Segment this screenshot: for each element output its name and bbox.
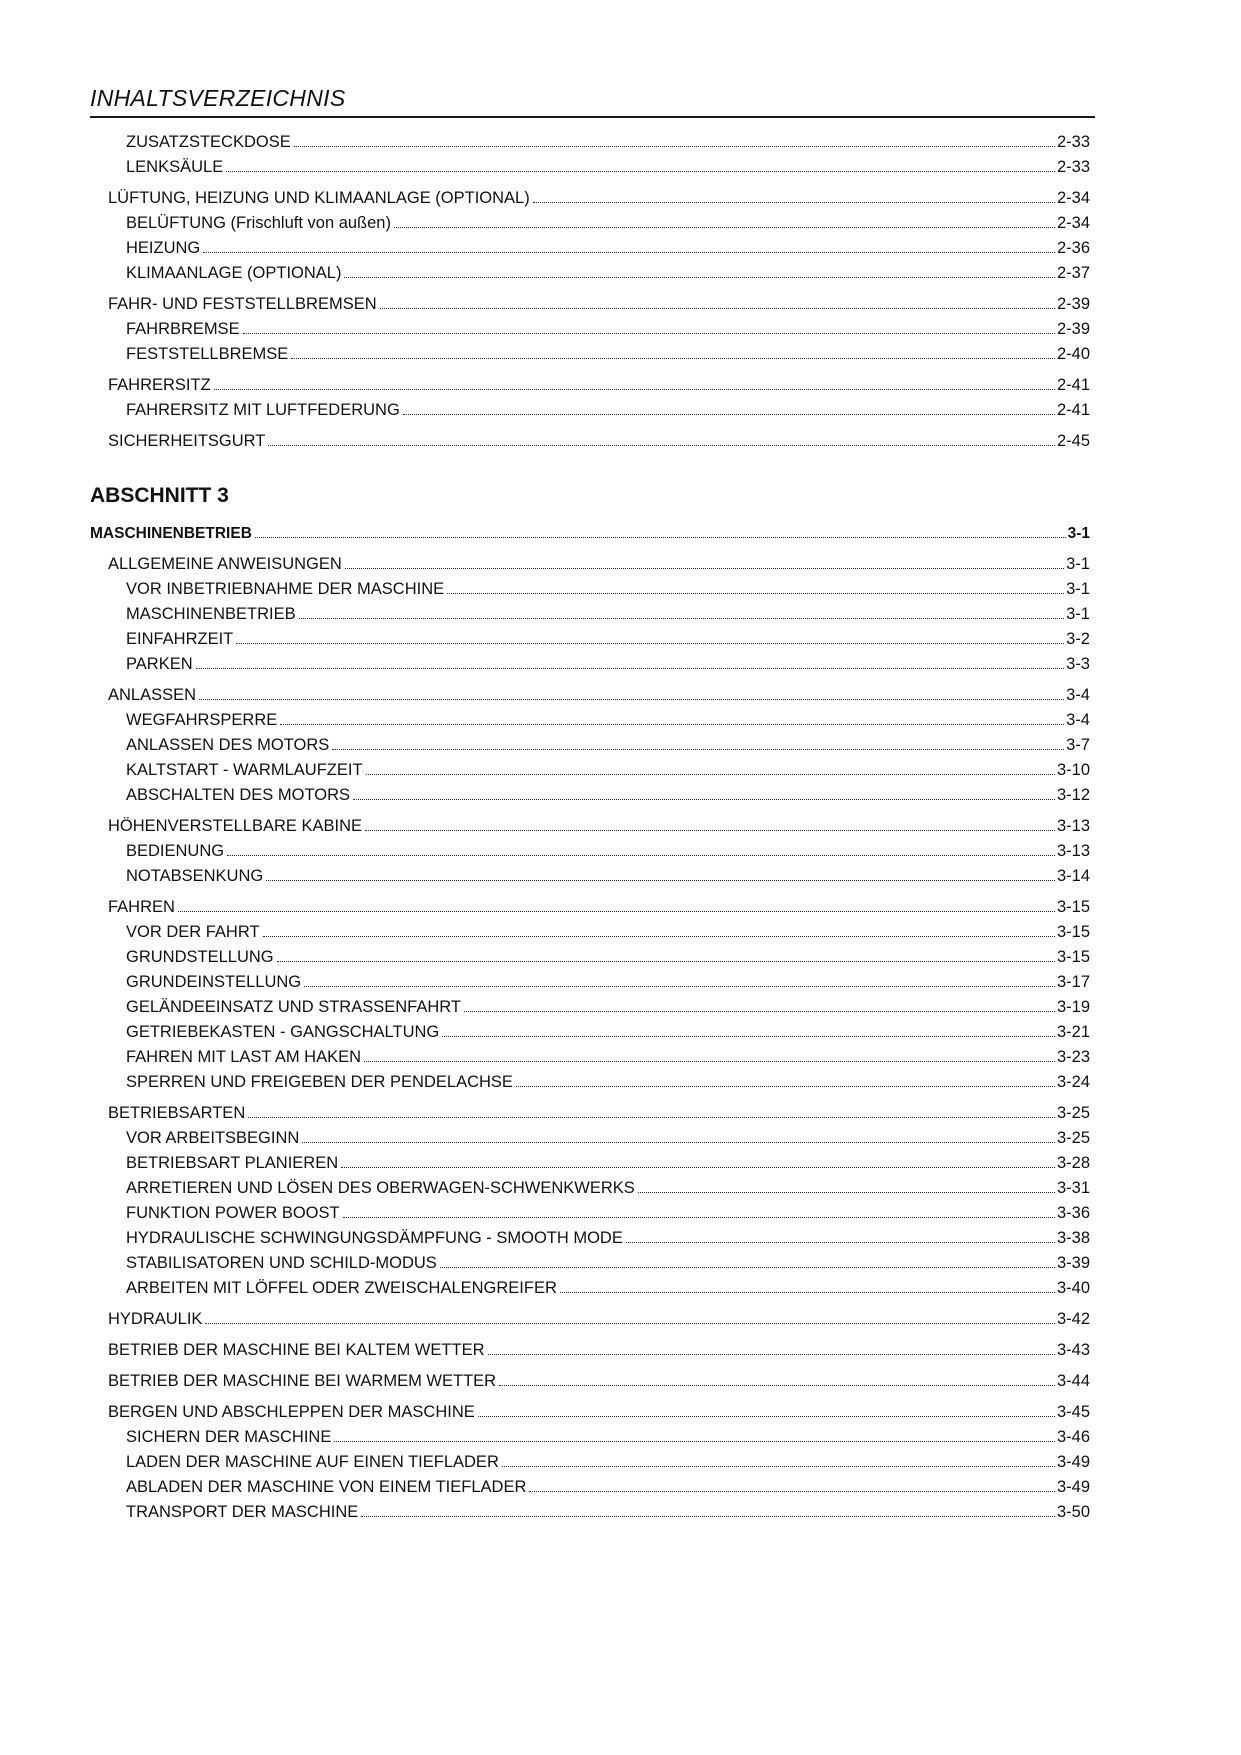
toc-entry-label: BETRIEBSARTEN [108,1104,246,1122]
toc-entry-label: FAHREN MIT LAST AM HAKEN [126,1048,362,1066]
toc-entry-page: 3-7 [1066,736,1090,754]
toc-entry-label: BETRIEBSART PLANIEREN [126,1154,339,1172]
toc-entry[interactable] [90,1070,1090,1095]
toc-entry[interactable] [90,236,1090,261]
toc-entry-page: 3-44 [1056,1372,1090,1390]
toc-entry[interactable] [90,627,1090,652]
toc-entry[interactable] [90,652,1090,677]
toc-entry[interactable] [90,155,1090,180]
toc-entry-page: 3-19 [1056,998,1090,1016]
toc-entry-label: BETRIEB DER MASCHINE BEI KALTEM WETTER [108,1341,485,1359]
toc-entry-label: LADEN DER MASCHINE AUF EINEN TIEFLADER [126,1453,499,1471]
toc-entry-label: ZUSATZSTECKDOSE [126,133,291,151]
toc-entry-page: 3-38 [1056,1229,1090,1247]
toc-entry[interactable] [90,1475,1090,1500]
toc-entry[interactable] [90,1201,1090,1226]
toc-entry[interactable] [90,1151,1090,1176]
toc-entry-label: FAHREN [108,898,175,916]
toc-entry-label: HÖHENVERSTELLBARE KABINE [108,817,362,835]
toc-dot-leader [203,252,1055,253]
toc-dot-leader [226,171,1055,172]
toc-entry-page: 3-13 [1056,842,1090,860]
toc-entry-label: ABLADEN DER MASCHINE VON EINEM TIEFLADER [126,1478,527,1496]
toc-entry-label: ANLASSEN DES MOTORS [126,736,330,754]
toc-dot-leader [394,227,1055,228]
section-heading: ABSCHNITT 3 [90,484,229,507]
toc-entry-page: 3-13 [1056,817,1090,835]
toc-entry-label: EINFAHRZEIT [126,630,234,648]
toc-dot-leader [447,593,1064,594]
toc-entry[interactable] [90,1500,1090,1525]
toc-entry-page: 3-50 [1056,1503,1090,1521]
toc-entry-label: ARBEITEN MIT LÖFFEL ODER ZWEISCHALENGREIFER [126,1279,557,1297]
toc-entry-label: VOR INBETRIEBNAHME DER MASCHINE [126,580,445,598]
toc-entry-page: 3-39 [1056,1254,1090,1272]
toc-entry-label: SICHERHEITSGURT [108,432,266,450]
toc-dot-leader [353,799,1055,800]
toc-entry-page: 3-31 [1056,1179,1090,1197]
toc-entry-label: GRUNDEINSTELLUNG [126,973,302,991]
toc-dot-leader [529,1491,1055,1492]
toc-entry-page: 3-4 [1066,711,1090,729]
toc-dot-leader [227,855,1055,856]
toc-entry[interactable] [90,945,1090,970]
toc-entry-label: ALLGEMEINE ANWEISUNGEN [108,555,342,573]
toc-entry-label: FAHRERSITZ MIT LUFTFEDERUNG [126,401,400,419]
toc-dot-leader [533,202,1055,203]
toc-dot-leader [341,1167,1055,1168]
toc-entry[interactable] [90,317,1090,342]
toc-entry-label: TRANSPORT DER MASCHINE [126,1503,359,1521]
toc-entry-page: 2-34 [1056,214,1090,232]
toc-dot-leader [345,568,1064,569]
toc-entry-label: SICHERN DER MASCHINE [126,1428,332,1446]
toc-entry[interactable] [90,1307,1090,1332]
toc-dot-leader [178,911,1055,912]
toc-entry[interactable] [90,920,1090,945]
toc-dot-leader [403,414,1055,415]
toc-dot-leader [302,1142,1055,1143]
toc-entry-page: 3-40 [1056,1279,1090,1297]
toc-entry-page: 2-41 [1056,376,1090,394]
toc-entry[interactable] [90,211,1090,236]
toc-entry-label: LENKSÄULE [126,158,224,176]
toc-entry[interactable] [90,864,1090,889]
toc-dot-leader [199,699,1064,700]
toc-entry-page: 3-28 [1056,1154,1090,1172]
toc-entry[interactable] [90,1176,1090,1201]
toc-entry-page: 2-33 [1056,158,1090,176]
toc-entry-label: KALTSTART - WARMLAUFZEIT [126,761,363,779]
toc-dot-leader [361,1516,1055,1517]
toc-entry-page: 3-15 [1056,923,1090,941]
toc-dot-leader [268,445,1055,446]
toc-entry-label: SPERREN UND FREIGEBEN DER PENDELACHSE [126,1073,513,1091]
toc-dot-leader [488,1354,1055,1355]
toc-dot-leader [263,936,1055,937]
toc-entry-label: FESTSTELLBREMSE [126,345,289,363]
toc-dot-leader [291,358,1055,359]
toc-entry-label: WEGFAHRSPERRE [126,711,278,729]
toc-entry[interactable] [90,1450,1090,1475]
toc-entry[interactable] [90,521,1090,546]
toc-entry[interactable] [90,814,1090,839]
toc-dot-leader [499,1385,1055,1386]
toc-entry-page: 3-12 [1056,786,1090,804]
toc-dot-leader [334,1441,1055,1442]
toc-entry-label: KLIMAANLAGE (OPTIONAL) [126,264,342,282]
toc-entry[interactable] [90,1400,1090,1425]
toc-entry[interactable] [90,602,1090,627]
toc-entry[interactable] [90,429,1090,454]
toc-entry[interactable] [90,1276,1090,1301]
toc-entry[interactable] [90,733,1090,758]
toc-entry[interactable] [90,552,1090,577]
toc-dot-leader [332,749,1064,750]
toc-entry-page: 3-23 [1056,1048,1090,1066]
toc-dot-leader [214,389,1055,390]
toc-entry-page: 3-3 [1066,655,1090,673]
toc-entry-label: STABILISATOREN UND SCHILD-MODUS [126,1254,437,1272]
toc-entry-label: GETRIEBEKASTEN - GANGSCHALTUNG [126,1023,440,1041]
toc-entry-page: 3-1 [1066,580,1090,598]
toc-entry-label: LÜFTUNG, HEIZUNG UND KLIMAANLAGE (OPTIONAL) [108,189,530,207]
toc-entry-page: 2-39 [1056,320,1090,338]
toc-entry-page: 3-21 [1056,1023,1090,1041]
toc-entry-label: BERGEN UND ABSCHLEPPEN DER MASCHINE [108,1403,475,1421]
toc-entry-label: FAHRBREMSE [126,320,240,338]
toc-entry-page: 3-1 [1067,525,1090,542]
toc-entry-page: 3-25 [1056,1104,1090,1122]
toc-entry-page: 3-17 [1056,973,1090,991]
toc-dot-leader [243,333,1055,334]
toc-entry-page: 3-4 [1066,686,1090,704]
toc-entry-label: MASCHINENBETRIEB [90,525,252,542]
toc-entry[interactable] [90,970,1090,995]
toc-entry-label: HYDRAULISCHE SCHWINGUNGSDÄMPFUNG - SMOOTH MODE [126,1229,623,1247]
toc-entry[interactable] [90,1020,1090,1045]
toc-entry[interactable] [90,1226,1090,1251]
toc-entry-page: 3-24 [1056,1073,1090,1091]
toc-entry-label: VOR DER FAHRT [126,923,260,941]
toc-dot-leader [304,986,1055,987]
toc-dot-leader [560,1292,1055,1293]
toc-entry-page: 3-15 [1056,898,1090,916]
toc-entry[interactable] [90,1101,1090,1126]
toc-entry-page: 3-36 [1056,1204,1090,1222]
toc-entry-page: 3-43 [1056,1341,1090,1359]
toc-entry[interactable] [90,1045,1090,1070]
toc-entry[interactable] [90,1126,1090,1151]
toc-entry[interactable] [90,995,1090,1020]
toc-entry[interactable] [90,1369,1090,1394]
toc-entry-page: 2-34 [1056,189,1090,207]
toc-entry[interactable] [90,708,1090,733]
toc-entry[interactable] [90,577,1090,602]
toc-dot-leader [343,1217,1055,1218]
page-title: INHALTSVERZEICHNIS [90,85,346,111]
toc-dot-leader [516,1086,1055,1087]
toc-entry[interactable] [90,1338,1090,1363]
toc-dot-leader [266,880,1055,881]
toc-entry-label: MASCHINENBETRIEB [126,605,296,623]
toc-entry[interactable] [90,758,1090,783]
toc-entry[interactable] [90,895,1090,920]
toc-entry-page: 2-40 [1056,345,1090,363]
toc-entry-label: HYDRAULIK [108,1310,203,1328]
toc-entry[interactable] [90,342,1090,367]
toc-entry-label: FUNKTION POWER BOOST [126,1204,340,1222]
toc-entry[interactable] [90,292,1090,317]
toc-entry-page: 3-1 [1066,555,1090,573]
toc-dot-leader [478,1416,1055,1417]
toc-dot-leader [502,1466,1055,1467]
toc-entry-page: 3-2 [1066,630,1090,648]
toc-entry-page: 3-49 [1056,1453,1090,1471]
toc-entry[interactable] [90,373,1090,398]
toc-entry-page: 3-14 [1056,867,1090,885]
toc-entry-label: PARKEN [126,655,193,673]
toc-dot-leader [638,1192,1055,1193]
toc-dot-leader [248,1117,1055,1118]
toc-entry[interactable] [90,398,1090,423]
toc-entry[interactable] [90,186,1090,211]
toc-entry-page: 3-15 [1056,948,1090,966]
toc-entry[interactable] [90,839,1090,864]
toc-entry-label: GRUNDSTELLUNG [126,948,274,966]
toc-dot-leader [380,308,1055,309]
toc-entry-page: 2-45 [1056,432,1090,450]
toc-entry-page: 2-37 [1056,264,1090,282]
toc-entry-page: 2-33 [1056,133,1090,151]
toc-entry[interactable] [90,783,1090,808]
toc-dot-leader [366,774,1055,775]
toc-entry-page: 3-49 [1056,1478,1090,1496]
toc-dot-leader [255,537,1066,538]
toc-dot-leader [440,1267,1055,1268]
toc-dot-leader [277,961,1055,962]
toc-entry-page: 2-39 [1056,295,1090,313]
toc-entry-page: 3-42 [1056,1310,1090,1328]
toc-entry-page: 2-36 [1056,239,1090,257]
toc-entry-page: 3-46 [1056,1428,1090,1446]
toc-entry-label: GELÄNDEEINSATZ UND STRASSENFAHRT [126,998,461,1016]
toc-dot-leader [464,1011,1055,1012]
toc-dot-leader [196,668,1065,669]
page-header [90,82,1095,118]
toc-entry[interactable] [90,261,1090,286]
toc-entry-label: ANLASSEN [108,686,197,704]
toc-entry-page: 3-10 [1056,761,1090,779]
toc-entry-label: VOR ARBEITSBEGINN [126,1129,300,1147]
toc-dot-leader [365,830,1055,831]
toc-dot-leader [280,724,1064,725]
toc-entry-label: BETRIEB DER MASCHINE BEI WARMEM WETTER [108,1372,497,1390]
toc-entry-page: 2-41 [1056,401,1090,419]
toc-entry-label: HEIZUNG [126,239,201,257]
toc-entry-page: 3-45 [1056,1403,1090,1421]
toc-entry-label: FAHRERSITZ [108,376,211,394]
toc-entry-label: BELÜFTUNG (Frischluft von außen) [126,214,391,232]
toc-entry[interactable] [90,1251,1090,1276]
toc-entry-page: 3-1 [1066,605,1090,623]
toc-dot-leader [364,1061,1055,1062]
toc-entry-label: FAHR- UND FESTSTELLBREMSEN [108,295,377,313]
toc-dot-leader [205,1323,1055,1324]
toc-list-part2 [90,521,1090,1525]
toc-entry-page: 3-25 [1056,1129,1090,1147]
toc-list-part1 [90,130,1090,454]
toc-entry-label: ABSCHALTEN DES MOTORS [126,786,351,804]
toc-dot-leader [299,618,1065,619]
toc-dot-leader [236,643,1064,644]
toc-dot-leader [294,146,1055,147]
toc-dot-leader [626,1242,1055,1243]
toc-entry[interactable] [90,1425,1090,1450]
toc-entry-label: NOTABSENKUNG [126,867,264,885]
toc-entry-label: ARRETIEREN UND LÖSEN DES OBERWAGEN-SCHWENKWERKS [126,1179,635,1197]
toc-dot-leader [442,1036,1055,1037]
toc-dot-leader [344,277,1055,278]
toc-entry[interactable] [90,683,1090,708]
toc-entry-label: BEDIENUNG [126,842,225,860]
toc-entry[interactable] [90,130,1090,155]
